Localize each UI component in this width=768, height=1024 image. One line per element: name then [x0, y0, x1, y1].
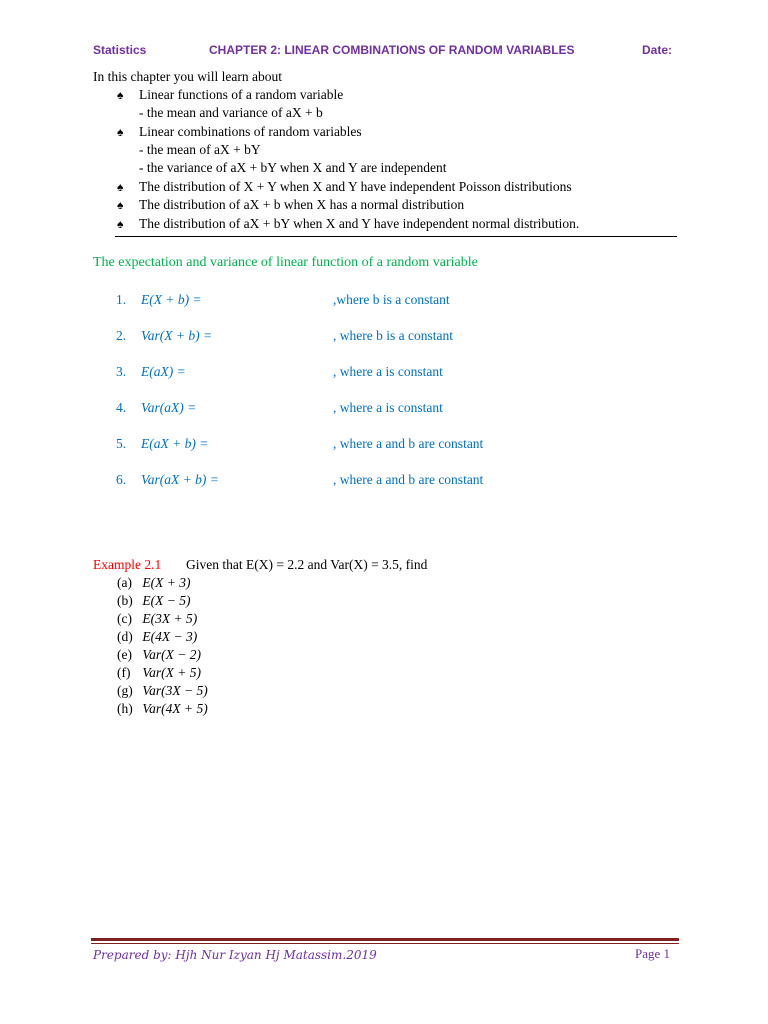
- example-item: [117, 683, 208, 699]
- item-expression: E(4X − 3): [142, 629, 198, 644]
- item-expression: E(X − 5): [142, 593, 191, 608]
- formula-condition: ,where b is a constant: [333, 292, 450, 307]
- example-given: Given that E(X) = 2.2 and Var(X) = 3.5, find: [186, 557, 428, 572]
- formula-expression: E(aX) =: [141, 364, 186, 379]
- example-item: [117, 575, 190, 591]
- spade-icon: ♠: [117, 198, 124, 212]
- bullet-subitem: - the variance of aX + bY when X and Y are independent: [139, 160, 447, 175]
- item-label: (b): [117, 593, 133, 608]
- bullet-item: [117, 87, 343, 103]
- bullet-item: [117, 179, 572, 195]
- footer-rule-thin: [91, 943, 679, 944]
- spade-icon: ♠: [117, 125, 124, 139]
- footer-author: Prepared by: Hjh Nur Izyan Hj Matassim.2019: [93, 948, 377, 962]
- example-item: [117, 593, 190, 609]
- footer-page-number: Page 1: [635, 946, 671, 961]
- formula-condition: , where a and b are constant: [333, 436, 484, 451]
- item-label: (d): [117, 629, 133, 644]
- formula-expression: E(aX + b) =: [141, 436, 209, 451]
- item-expression: Var(3X − 5): [142, 683, 208, 698]
- header-subject: Statistics: [93, 43, 147, 57]
- formula-condition: , where a is constant: [333, 400, 443, 415]
- bullet-text: The distribution of aX + bY when X and Y have independent normal distribution.: [139, 216, 580, 231]
- formula-number: 4.: [116, 400, 127, 415]
- bullet-subitem: - the mean of aX + bY: [139, 142, 261, 157]
- example-item: [117, 701, 208, 717]
- example-item: [117, 647, 201, 663]
- item-expression: Var(X − 2): [142, 647, 201, 662]
- example-title: Example 2.1: [93, 557, 162, 572]
- item-label: (a): [117, 575, 132, 590]
- item-label: (c): [117, 611, 132, 626]
- item-label: (f): [117, 665, 131, 680]
- bullet-text: Linear functions of a random variable: [139, 87, 344, 102]
- section-title: The expectation and variance of linear function of a random variable: [93, 255, 478, 270]
- formula-number: 5.: [116, 436, 127, 451]
- bullet-text: Linear combinations of random variables: [139, 124, 362, 139]
- spade-icon: ♠: [117, 180, 124, 194]
- header-chapter-title: CHAPTER 2: LINEAR COMBINATIONS OF RANDOM VARIABLES: [209, 43, 575, 57]
- formula-expression: Var(X + b) =: [141, 328, 213, 343]
- item-label: (g): [117, 683, 133, 698]
- item-expression: Var(X + 5): [142, 665, 201, 680]
- bullet-item: [117, 197, 464, 213]
- bullet-text: The distribution of aX + b when X has a normal distribution: [139, 197, 465, 212]
- bullet-text: The distribution of X + Y when X and Y have independent Poisson distributions: [139, 179, 572, 194]
- item-label: (e): [117, 647, 132, 662]
- formula-number: 3.: [116, 364, 127, 379]
- item-expression: E(X + 3): [142, 575, 191, 590]
- formula-expression: E(X + b) =: [141, 292, 202, 307]
- formula-condition: , where a is constant: [333, 364, 443, 379]
- formula-number: 1.: [116, 292, 127, 307]
- formula-expression: Var(aX) =: [141, 400, 197, 415]
- bullet-item: [117, 124, 362, 140]
- formula-condition: , where b is a constant: [333, 328, 453, 343]
- section-divider: [115, 236, 677, 237]
- formula-number: 6.: [116, 472, 127, 487]
- item-expression: Var(4X + 5): [142, 701, 208, 716]
- example-item: [117, 665, 201, 681]
- bullet-item: [117, 216, 579, 232]
- formula-number: 2.: [116, 328, 127, 343]
- example-item: [117, 629, 197, 645]
- footer-rule-thick: [91, 938, 679, 941]
- spade-icon: ♠: [117, 217, 124, 231]
- item-label: (h): [117, 701, 133, 716]
- formula-expression: Var(aX + b) =: [141, 472, 219, 487]
- example-item: [117, 611, 197, 627]
- item-expression: E(3X + 5): [142, 611, 198, 626]
- spade-icon: ♠: [117, 88, 124, 102]
- bullet-subitem: - the mean and variance of aX + b: [139, 105, 323, 120]
- intro-text: In this chapter you will learn about: [93, 69, 282, 84]
- header-date-label: Date:: [642, 43, 673, 57]
- formula-condition: , where a and b are constant: [333, 472, 484, 487]
